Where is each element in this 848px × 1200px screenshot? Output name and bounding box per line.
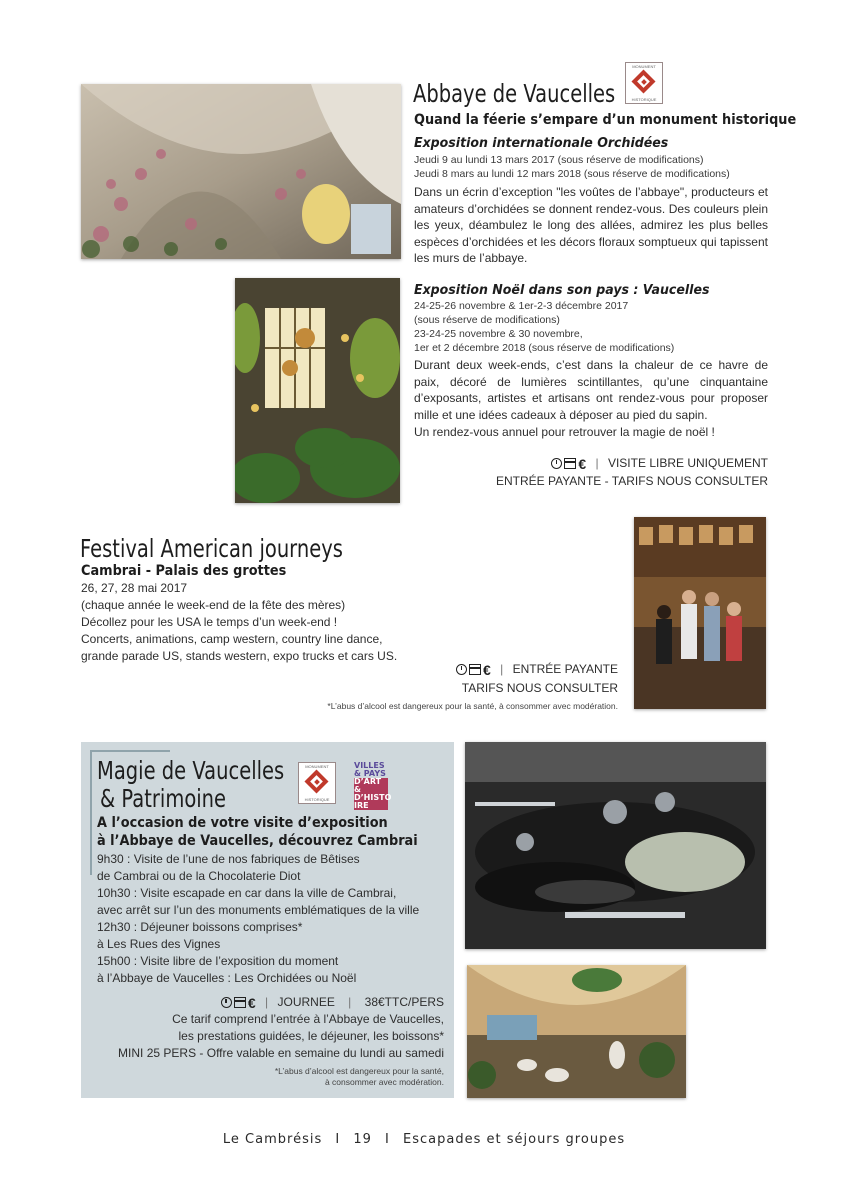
villes-pays-art-histoire-logo: VILLES & PAYS D’ART & D’HISTO IRE — [354, 761, 392, 810]
abbaye-info-row — [551, 455, 768, 472]
american-journeys-photo — [634, 517, 766, 709]
abbey-vault-photo — [81, 84, 401, 259]
calendar-icon — [469, 664, 481, 675]
magie-subtitle-line1: A l’occasion de votre visite d’exposition — [97, 815, 388, 831]
magie-line: 9h30 : Visite de l’une de nos fabriques de Bêtises — [97, 852, 360, 866]
magie-title-line1: Magie de Vaucelles — [97, 756, 285, 785]
clock-icon — [221, 997, 232, 1008]
expo-noel-text-closing: Un rendez-vous annuel pour retrouver la magie de noël ! — [414, 425, 715, 439]
festival-info-entry: ENTRÉE PAYANTE — [512, 662, 618, 676]
separator: | — [348, 995, 352, 1009]
expo-noel-date-2: (sous réserve de modifications) — [414, 314, 560, 326]
festival-line: (chaque année le week-end de la fête des mères) — [81, 598, 346, 612]
separator: | — [265, 995, 269, 1009]
motorcycles-photo — [465, 742, 766, 949]
magie-alcohol-note: *L’abus d’alcool est dangereux pour la santé, — [274, 1066, 444, 1076]
magie-price-line: MINI 25 PERS - Offre valable en semaine du lundi au samedi — [118, 1046, 444, 1060]
festival-date: 26, 27, 28 mai 2017 — [81, 581, 188, 595]
magie-line: à Les Rues des Vignes — [97, 937, 221, 951]
magie-title-line2: & Patrimoine — [100, 784, 227, 813]
euro-icon: € — [483, 661, 491, 678]
expo-orchidees-date-2018: Jeudi 8 mars au lundi 12 mars 2018 (sous réserve de modifications) — [414, 168, 730, 180]
footer-separator: I — [335, 1132, 341, 1147]
magie-line: 15h00 : Visite libre de l’exposition du moment — [97, 954, 339, 968]
magie-info-price: 38€TTC/PERS — [364, 995, 444, 1009]
expo-orchidees-date-2017: Jeudi 9 au lundi 13 mars 2017 (sous réserve de modifications) — [414, 154, 704, 166]
magie-info-row — [221, 994, 444, 1011]
expo-noel-text: Durant deux week-ends, c’est dans la chaleur de ce havre de paix, décoré de lumières scintillantes, qu’une cinquantaine d’exposants, artistes et artisans ont rendez-vous pour proposer mille et une idées cadeaux à déposer au pied du sapin. — [414, 358, 768, 422]
page-footer — [0, 1132, 848, 1147]
noel-greenhouse-photo — [235, 278, 400, 503]
clock-icon — [551, 458, 562, 469]
abbaye-title: Abbaye de Vaucelles — [413, 79, 616, 108]
festival-info-price: TARIFS NOUS CONSULTER — [461, 681, 618, 695]
festival-title: Festival American journeys — [80, 534, 343, 563]
magie-info-journee: JOURNEE — [277, 995, 335, 1009]
euro-icon: € — [578, 455, 587, 472]
magie-price-line: les prestations guidées, le déjeuner, les boissons* — [178, 1029, 444, 1043]
expo-noel-date-1: 24-25-26 novembre & 1er-2-3 décembre 2017 — [414, 300, 629, 312]
magie-price-line: Ce tarif comprend l’entrée à l’Abbaye de Vaucelles, — [172, 1012, 444, 1026]
separator: | — [500, 662, 504, 676]
footer-section: Escapades et séjours groupes — [403, 1132, 626, 1147]
euro-icon: € — [247, 994, 256, 1011]
clock-icon — [456, 664, 467, 675]
festival-line: grande parade US, stands western, expo trucks et cars US. — [81, 649, 398, 663]
abbaye-subtitle: Quand la féerie s’empare d’un monument historique — [414, 112, 797, 128]
expo-noel-date-4: 1er et 2 décembre 2018 (sous réserve de modifications) — [414, 342, 675, 354]
abbaye-info-price: ENTRÉE PAYANTE - TARIFS NOUS CONSULTER — [495, 474, 768, 488]
festival-alcohol-note: *L’abus d’alcool est dangereux pour la santé, à consommer avec modération. — [327, 701, 618, 711]
expo-noel-heading: Exposition Noël dans son pays : Vaucelles — [414, 282, 710, 298]
magie-line: de Cambrai ou de la Chocolaterie Diot — [97, 869, 301, 883]
magie-line: avec arrêt sur l’un des monuments emblématiques de la ville — [97, 903, 420, 917]
festival-info-row — [456, 661, 618, 678]
expo-orchidees-text: Dans un écrin d’exception "les voûtes de l’abbaye", producteurs et amateurs d’orchidées se donnent rendez-vous. Des couleurs plein les yeux, déambulez le long des allées, admirez les plus belles espèces d’orchidées et les décors floraux somptueux qui tapissent les murs de l’abbaye. — [414, 185, 768, 265]
footer-brand: Le Cambrésis — [222, 1132, 323, 1147]
monument-historique-badge-icon: MONUMENT HISTORIQUE — [625, 62, 663, 104]
page-number: 19 — [353, 1132, 372, 1147]
festival-subtitle: Cambrai - Palais des grottes — [81, 563, 287, 579]
magie-line: 10h30 : Visite escapade en car dans la ville de Cambrai, — [97, 886, 397, 900]
magie-line: 12h30 : Déjeuner boissons comprises* — [97, 920, 303, 934]
footer-separator: I — [385, 1132, 390, 1147]
magie-alcohol-note: à consommer avec modération. — [324, 1077, 444, 1087]
calendar-icon — [234, 997, 246, 1008]
festival-line: Concerts, animations, camp western, country line dance, — [81, 632, 383, 646]
monument-historique-badge-icon: MONUMENT HISTORIQUE — [298, 762, 336, 804]
separator: | — [595, 456, 599, 470]
magie-subtitle-line2: à l’Abbaye de Vaucelles, découvrez Cambrai — [97, 833, 418, 849]
expo-orchidees-heading: Exposition internationale Orchidées — [414, 135, 669, 151]
festival-line: Décollez pour les USA le temps d’un week-end ! — [81, 615, 338, 629]
calendar-icon — [564, 458, 576, 469]
abbaye-info-visit: VISITE LIBRE UNIQUEMENT — [607, 456, 768, 470]
magie-line: à l’Abbaye de Vaucelles : Les Orchidées ou Noël — [97, 971, 357, 985]
nativity-vault-photo — [467, 965, 686, 1098]
expo-noel-date-3: 23-24-25 novembre & 30 novembre, — [414, 328, 583, 340]
